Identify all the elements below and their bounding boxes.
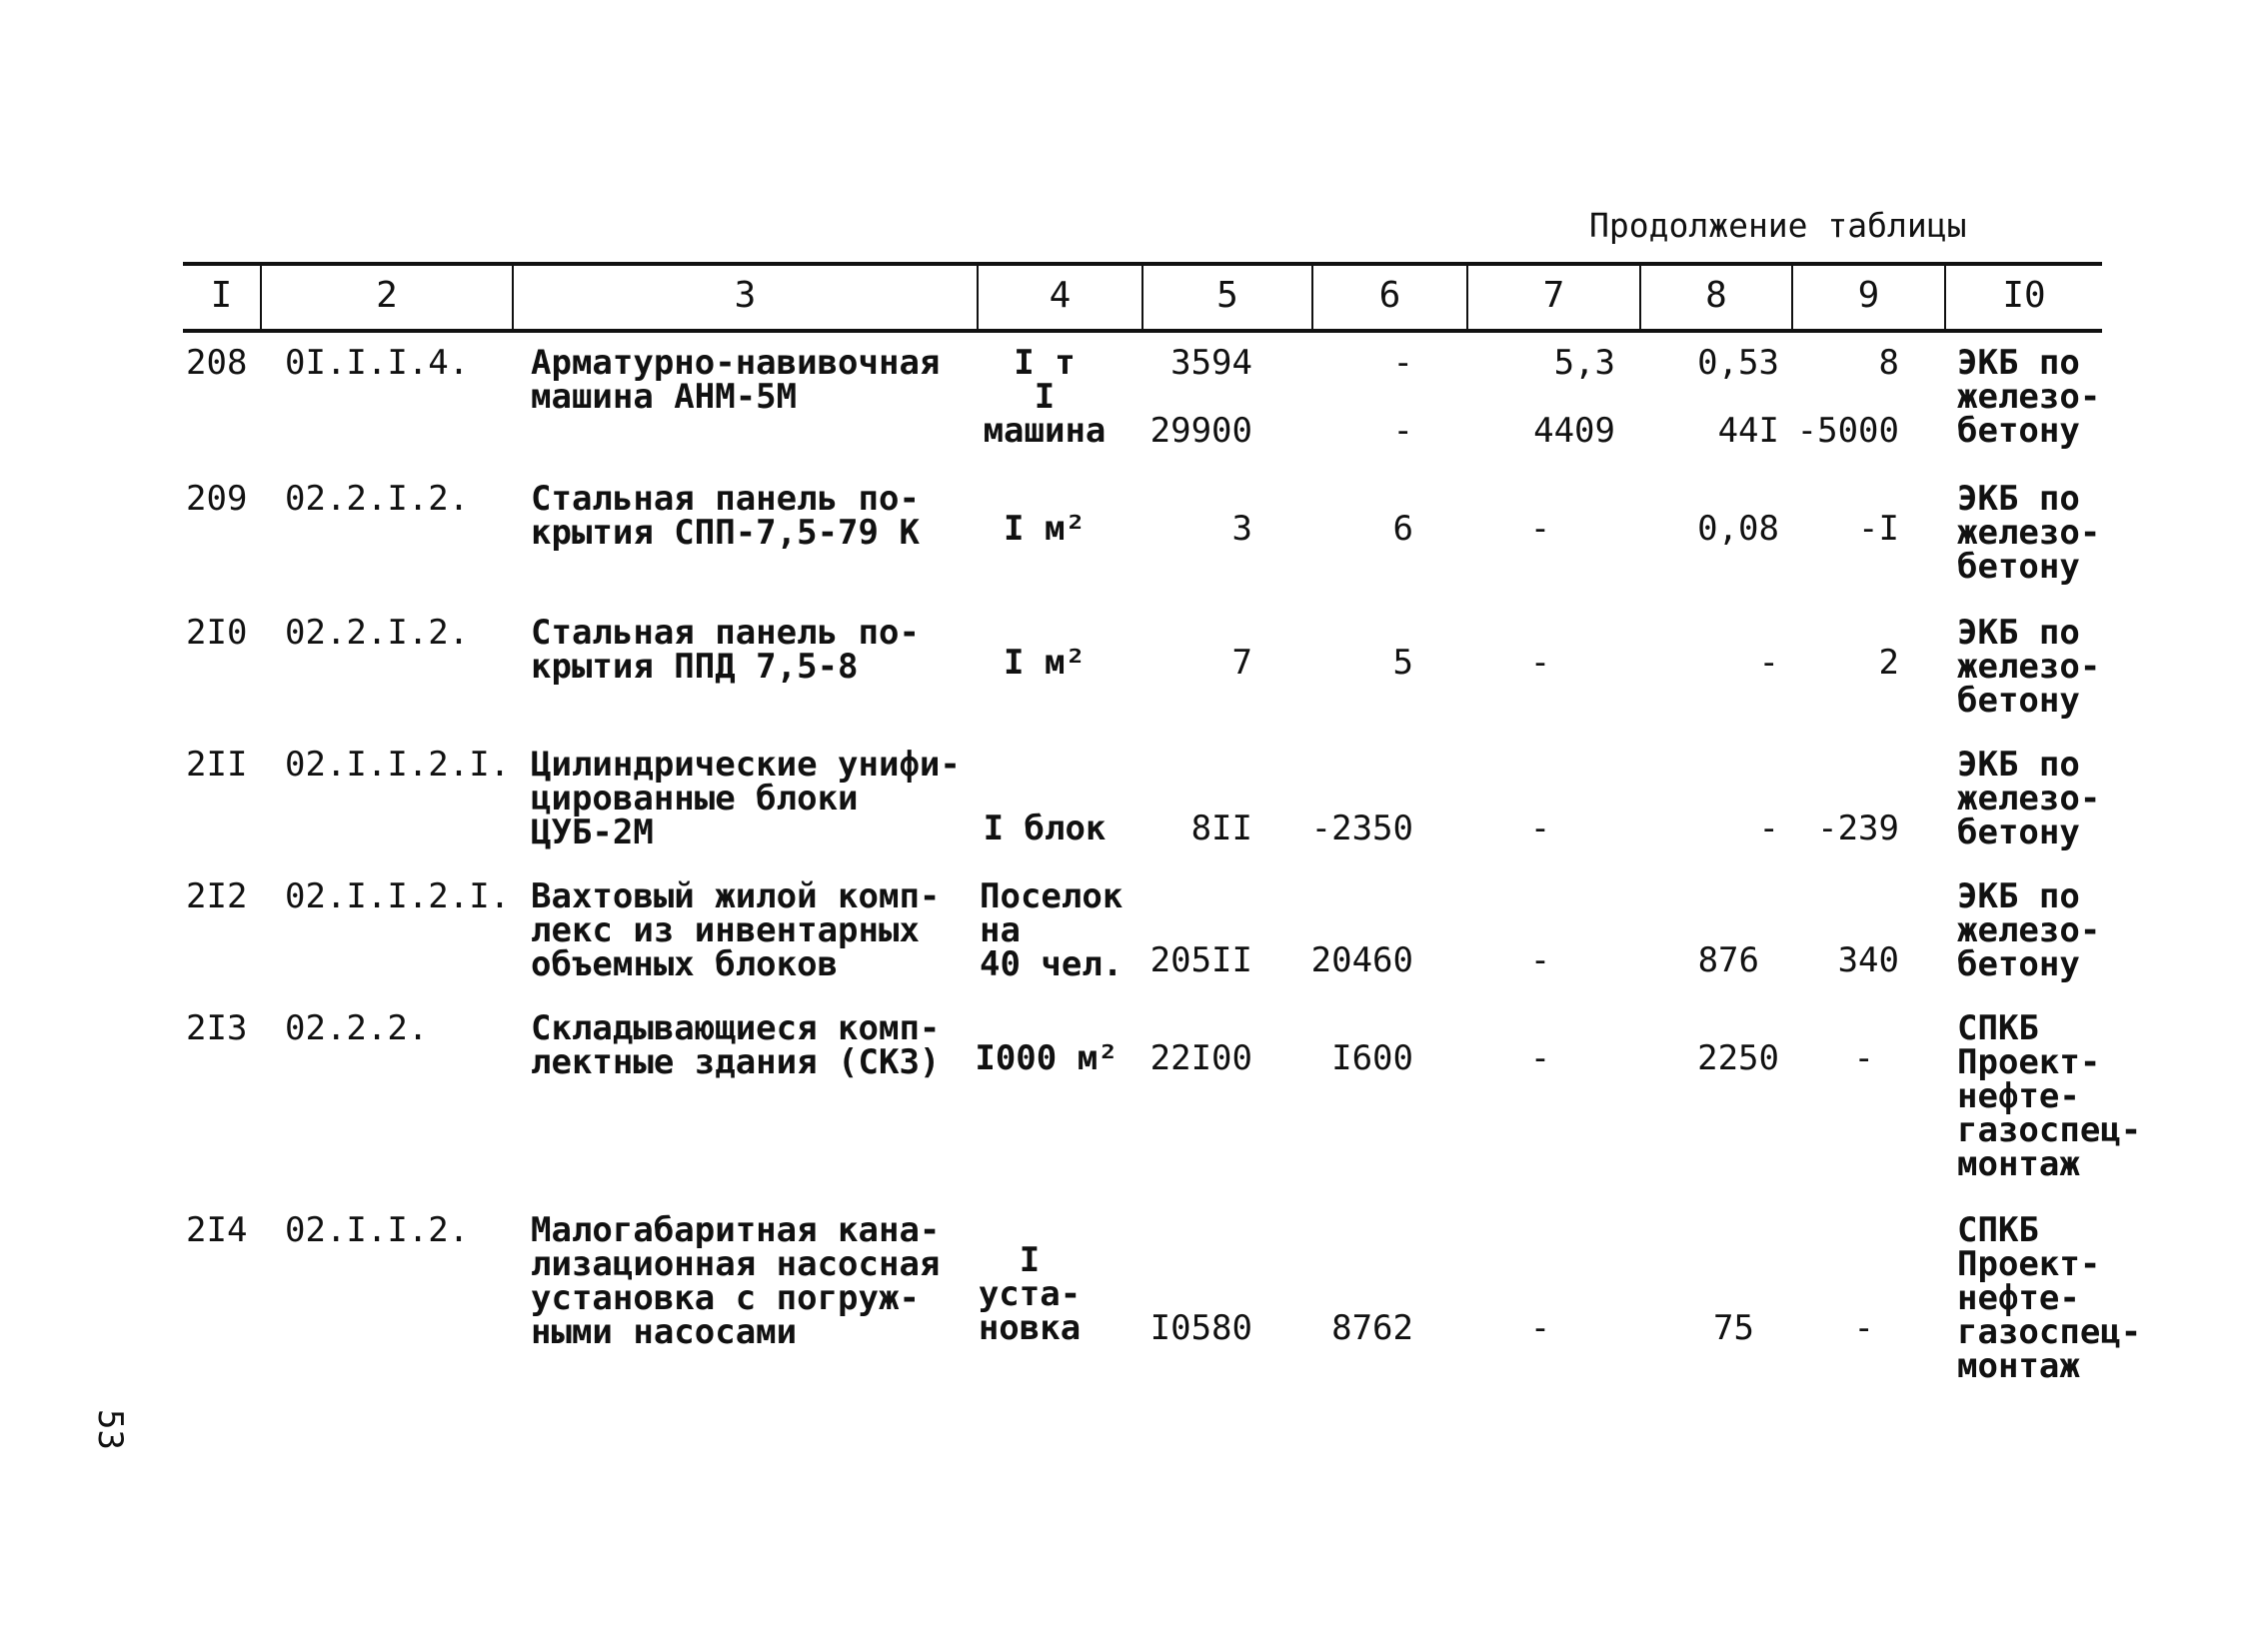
organization-cell: СПКБ Проект- нефте- газоспец- монтаж — [1957, 1008, 2142, 1184]
header-cell: 4 — [1049, 275, 1072, 316]
code-cell: 02.I.I.2. — [285, 1210, 470, 1250]
name-cell: Вахтовый жилой комп- лекс из инвентарных объемных блоков — [531, 876, 941, 984]
unit-cell: Поселок на 40 чел. — [980, 876, 1123, 984]
row-number: 208 — [186, 343, 248, 383]
code-cell: 02.I.I.2.I. — [285, 876, 511, 916]
value-cell-5: 8II — [1190, 809, 1252, 848]
value-cell-7: - — [1529, 809, 1551, 848]
unit-cell: I блок — [983, 809, 1107, 848]
organization-cell: ЭКБ по железо- бетону — [1957, 876, 2101, 984]
value-cell-9: - — [1853, 1308, 1874, 1348]
value-cell-5: 3594 29900 — [1149, 343, 1252, 451]
value-cell-7: - — [1529, 1308, 1551, 1348]
organization-cell: ЭКБ по железо- бетону — [1957, 613, 2101, 721]
code-cell: 02.2.I.2. — [285, 479, 470, 519]
organization-cell: ЭКБ по железо- бетону — [1957, 745, 2101, 852]
value-cell-6: 6 — [1392, 509, 1413, 549]
value-cell-8: 0,53 44I — [1697, 343, 1779, 451]
page-number: 53 — [90, 1409, 130, 1450]
table-caption: Продолжение таблицы — [1589, 206, 1967, 245]
header-cell: 2 — [376, 275, 398, 316]
header-cell: 6 — [1378, 275, 1401, 316]
code-cell: 0I.I.I.4. — [285, 343, 470, 383]
organization-cell: ЭКБ по железо- бетону — [1957, 343, 2101, 451]
value-cell-9: -I — [1858, 509, 1899, 549]
name-cell: Арматурно-навивочная машина АНМ-5М — [531, 343, 941, 417]
value-cell-5: I0580 — [1149, 1308, 1252, 1348]
value-cell-7: - — [1529, 940, 1551, 980]
row-number: 209 — [186, 479, 248, 519]
value-cell-5: 22I00 — [1149, 1038, 1252, 1078]
value-cell-8: 876 — [1697, 940, 1759, 980]
unit-cell: I м² — [1004, 643, 1086, 683]
value-cell-9: 340 — [1837, 940, 1899, 980]
value-cell-5: 7 — [1231, 643, 1252, 683]
header-cell: 8 — [1705, 275, 1727, 316]
value-cell-7: 5,3 4409 — [1533, 343, 1615, 451]
row-number: 2I2 — [186, 876, 248, 916]
value-cell-6: 5 — [1392, 643, 1413, 683]
value-cell-8: 2250 — [1697, 1038, 1779, 1078]
unit-cell: I м² — [1004, 509, 1086, 549]
value-cell-9: 8 -5000 — [1796, 343, 1899, 451]
code-cell: 02.I.I.2.I. — [285, 745, 511, 785]
row-number: 2I4 — [186, 1210, 248, 1250]
value-cell-6: I600 — [1331, 1038, 1413, 1078]
value-cell-7: - — [1529, 509, 1551, 549]
header-cell: 3 — [734, 275, 757, 316]
name-cell: Складывающиеся комп- лектные здания (СКЗ) — [531, 1008, 941, 1082]
value-cell-6: 8762 — [1331, 1308, 1413, 1348]
value-cell-5: 3 — [1231, 509, 1252, 549]
organization-cell: ЭКБ по железо- бетону — [1957, 479, 2101, 587]
value-cell-8: - — [1758, 643, 1779, 683]
unit-cell: I уста- новка — [978, 1240, 1082, 1348]
value-cell-9: - — [1853, 1038, 1874, 1078]
unit-cell: I000 м² — [975, 1038, 1119, 1078]
row-number: 2II — [186, 745, 248, 785]
name-cell: Стальная панель по- крытия ППД 7,5-8 — [531, 613, 920, 687]
value-cell-5: 205II — [1149, 940, 1252, 980]
header-cell: I — [210, 275, 233, 316]
unit-cell: I т I машина — [983, 343, 1107, 451]
header-cell: 9 — [1857, 275, 1880, 316]
code-cell: 02.2.2. — [285, 1008, 429, 1048]
header-cell: 7 — [1542, 275, 1565, 316]
row-number: 2I3 — [186, 1008, 248, 1048]
value-cell-7: - — [1529, 643, 1551, 683]
value-cell-8: 75 — [1713, 1308, 1754, 1348]
row-number: 2I0 — [186, 613, 248, 653]
value-cell-8: - — [1758, 809, 1779, 848]
value-cell-7: - — [1529, 1038, 1551, 1078]
name-cell: Стальная панель по- крытия СПП-7,5-79 К — [531, 479, 920, 553]
value-cell-9: -239 — [1817, 809, 1899, 848]
organization-cell: СПКБ Проект- нефте- газоспец- монтаж — [1957, 1210, 2142, 1386]
value-cell-6: -2350 — [1310, 809, 1413, 848]
value-cell-6: - - — [1392, 343, 1413, 451]
header-cell: I0 — [2002, 275, 2046, 316]
value-cell-8: 0,08 — [1697, 509, 1779, 549]
header-cell: 5 — [1216, 275, 1238, 316]
value-cell-6: 20460 — [1310, 940, 1413, 980]
name-cell: Малогабаритная кана- лизационная насосная установка с погруж- ными насосами — [531, 1210, 941, 1352]
value-cell-9: 2 — [1878, 643, 1899, 683]
code-cell: 02.2.I.2. — [285, 613, 470, 653]
name-cell: Цилиндрические унифи- цированные блоки ЦУБ-2М — [531, 745, 961, 852]
